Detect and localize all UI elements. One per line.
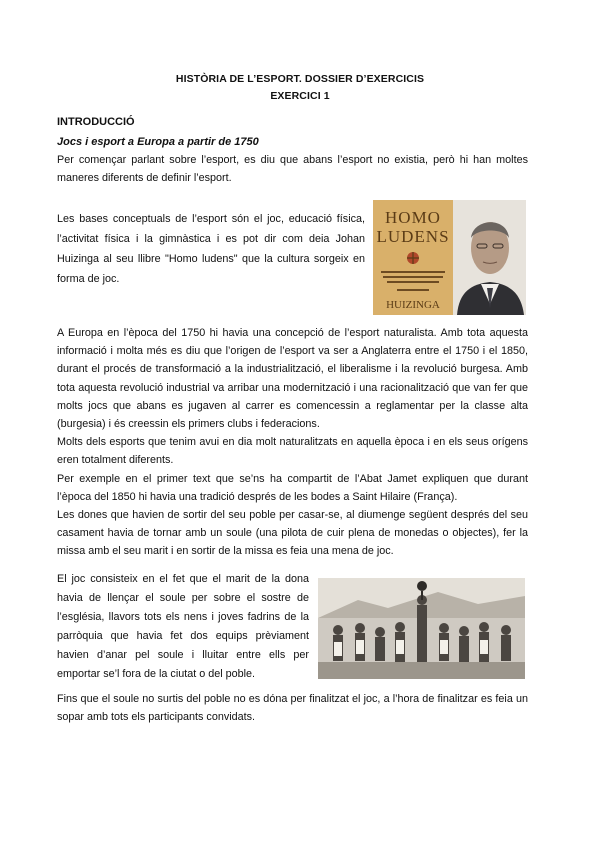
paragraph-naturalitzats: Molts dels esports que tenim avui en dia molt naturalitzats en aquella època i en els seus orígens eren totalment diferents.	[57, 436, 528, 467]
paragraph-group-history	[57, 324, 528, 561]
book-title-line1: HOMO	[385, 208, 441, 227]
book-author: HUIZINGA	[386, 299, 440, 311]
paragraph-final: Fins que el soule no surtis del poble no es dóna per finalitzat el joc, a l’hora de finalitzar es feia un sopar amb tots els participants convidats.	[57, 693, 528, 724]
paragraph-europa: A Europa en l’època del 1750 hi havia una concepció de l’esport naturalista. Amb tota aquesta informació i molta més es diu que l’origen de l’esport va ser a Anglaterra entre el 1750 i el 1850, durant el procés de transformació a la industrialització, el liberalisme i la revolució burgesa. Amb tota aquesta revolució industrial va arribar una modernització i una racionalització que van fer que molts jocs que abans es jugaven al carrer es comencessin a reglamentar per la classe alta (burgesia) i és creessin els primers clubs i federacions.	[57, 327, 528, 431]
homo-ludens-illustration	[373, 200, 526, 315]
paragraph-intro: Per començar parlant sobre l’esport, es diu que abans l’esport no existia, però hi han moltes maneres diferents de definir l’esport.	[57, 154, 528, 185]
document-title: HISTÒRIA DE L’ESPORT. DOSSIER D’EXERCICIS	[175, 73, 425, 85]
portrait-photo	[453, 200, 526, 315]
paragraph-joc: El joc consisteix en el fet que el marit de la dona havia de llençar el soule per sobre el sostre de l’església, llavors tots els nens i joves fadrins de la parròquia que havia fet dos equips prèviament havien d’anar pel soule i lluitar entre ells per emportar se’l fora de la ciutat o del poble.	[57, 573, 309, 680]
soule-engraving-illustration	[318, 578, 525, 679]
section-heading: INTRODUCCIÓ	[57, 116, 135, 128]
paragraph-exemple: Per exemple en el primer text que se’ns ha compartit de l’Abat Jamet expliquen que durant l’època del 1850 hi havia una tradició després de les bodes a Saint Hilaire (França).	[57, 472, 528, 503]
soule-ball-icon	[417, 581, 427, 591]
homo-ludens-image	[373, 200, 526, 315]
book-emblem-icon	[407, 252, 419, 264]
book-title-line2: LUDENS	[376, 227, 450, 246]
paragraph-bases: Les bases conceptuals de l’esport són el joc, educació física, l’activitat física i la gimnàstica i es pot dir com deia Johan Huizinga al seu llibre "Homo ludens" que la cultura sorgeix en forma de joc.	[57, 213, 365, 285]
section-subheading: Jocs i esport a Europa a partir de 1750	[57, 136, 259, 148]
exercise-title: EXERCICI 1	[270, 90, 330, 102]
paragraph-dones: Les dones que havien de sortir del seu poble per casar-se, al diumenge següent després del seu casament havia de tornar amb un soule (una pilota de cuir plena de monedas o objectes), fer la missa amb el seu marit i en sortir de la missa es feia una mena de joc.	[57, 509, 528, 558]
soule-game-image	[318, 578, 525, 679]
